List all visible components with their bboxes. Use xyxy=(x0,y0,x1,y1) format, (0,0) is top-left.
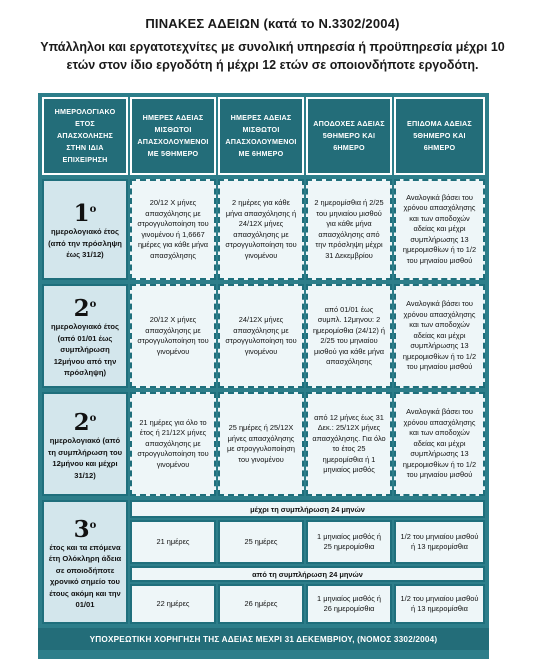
leave-table xyxy=(38,93,489,659)
cell-allowance: 1/2 του μηνιαίου μισθού ή 13 ημερομίσθια xyxy=(394,584,485,624)
year-ordinal: ο xyxy=(89,413,97,424)
header-days-6day: ΗΜΕΡΕΣ ΑΔΕΙΑΣ ΜΙΣΘΩΤΟΙ ΑΠΑΣΧΟΛΟΥΜΕΝΟΙ ΜΕ 6ΗΜΕΡΟ xyxy=(218,97,304,175)
cell-days-6day: 25 ημέρες ή 25/12Χ μήνες απασχόλησης με στρογγυλοποίηση του γινομένου xyxy=(218,392,304,496)
cell-allowance: Αναλογικά βάσει του χρόνου απασχόλησης και των αποδοχών αδείας και μέχρι συμπλήρωσης 13 ημερομισθίων ή το 1/2 του μηνιαίου μισθού xyxy=(394,392,485,496)
header-pay: ΑΠΟΔΟΧΕΣ ΑΔΕΙΑΣ 5ΘΗΜΕΡΟ ΚΑΙ 6ΗΜΕΡΟ xyxy=(306,97,392,175)
cell-days-5day: 22 ημέρες xyxy=(130,584,216,624)
year-2a-label xyxy=(42,284,128,388)
cell-days-5day: 21 ημέρες xyxy=(130,520,216,564)
year-ordinal: ο xyxy=(89,299,97,311)
year-1-label xyxy=(42,179,128,280)
band-from-24-months: από τη συμπλήρωση 24 μηνών xyxy=(130,566,485,582)
year-description: ημερολογιακό (από τη συμπλήρωση του 12μήνου και μέχρι 31/12) xyxy=(47,436,123,480)
cell-days-6day: 2 ημέρες για κάθε μήνα απασχόλησης ή 24/12Χ μήνες απασχόλησης με στρογγυλοποίηση του γινομένου xyxy=(218,179,304,280)
band-until-24-months: μέχρι τη συμπλήρωση 24 μηνών xyxy=(130,500,485,518)
cell-pay: από 12 μήνες έως 31 Δεκ.: 25/12Χ μήνες απασχόλησης. Για όλο το έτος 25 ημερομίσθια ή 1 μηνιαίος μισθός xyxy=(306,392,392,496)
cell-days-6day: 24/12Χ μήνες απασχόλησης με στρογγυλοποίηση του γινομένου xyxy=(218,284,304,388)
year-ordinal: ο xyxy=(89,204,97,216)
cell-allowance: Αναλογικά βάσει του χρόνου απασχόλησης και των αποδοχών αδείας και μέχρι συμπλήρωσης 13 ημερομισθίων ή το 1/2 του μηνιαίου μισθού xyxy=(394,284,485,388)
year-2b-label xyxy=(42,392,128,496)
year-number: 2 xyxy=(73,295,90,323)
year-number: 1 xyxy=(73,200,90,228)
cell-pay: 2 ημερομίσθια ή 2/25 του μηνιαίου μισθού για κάθε μήνα απασχόλησης από την πρόσληψη μέχρι 31 Δεκεμβρίου xyxy=(306,179,392,280)
year-3-label xyxy=(42,500,128,624)
cell-pay: 1 μηνιαίος μισθός ή 25 ημερομίσθια xyxy=(306,520,392,564)
cell-pay: 1 μηνιαίος μισθός ή 26 ημερομίσθια xyxy=(306,584,392,624)
year-description: έτος και τα επόμενα έτη Ολόκληρη άδεια σε οποιοδήποτε χρονικό σημείο του έτους ακόμη και την 01/01 xyxy=(48,542,122,609)
footer-note: ΥΠΟΧΡΕΩΤΙΚΗ ΧΟΡΗΓΗΣΗ ΤΗΣ ΑΔΕΙΑΣ ΜΕΧΡΙ 31 ΔΕΚΕΜΒΡΙΟΥ, (ΝΟΜΟΣ 3302/2004) xyxy=(38,628,489,650)
header-year: ΗΜΕΡΟΛΟΓΙΑΚΟ ΕΤΟΣ ΑΠΑΣΧΟΛΗΣΗΣ ΣΤΗΝ ΙΔΙΑ ΕΠΙΧΕΙΡΗΣΗ xyxy=(42,97,128,175)
year-number: 2 xyxy=(73,409,90,436)
page-subtitle: Υπάλληλοι και εργατοτεχνίτες με συνολική υπηρεσία ή προϋπηρεσία μέχρι 10 ετών στον ίδιο εργοδότη ή μέχρι 12 ετών σε οποιονδήποτε εργοδότη. xyxy=(40,40,505,72)
year-number: 3 xyxy=(73,515,90,543)
cell-days-5day: 20/12 Χ μήνες απασχόλησης με στρογγυλοποίηση του γινομένου xyxy=(130,284,216,388)
cell-days-5day: 21 ημέρες για όλο το έτος ή 21/12Χ μήνες απασχόλησης με στρογγυλοποίηση του γινομένου xyxy=(130,392,216,496)
header-days-5day: ΗΜΕΡΕΣ ΑΔΕΙΑΣ ΜΙΣΘΩΤΟΙ ΑΠΑΣΧΟΛΟΥΜΕΝΟΙ ΜΕ 5ΘΗΜΕΡΟ xyxy=(130,97,216,175)
cell-pay: από 01/01 έως συμπλ. 12μηνου: 2 ημερομίσθια (24/12) ή 2/25 του μηνιαίου μισθού για κάθε μήνα απασχόλησης xyxy=(306,284,392,388)
year-ordinal: ο xyxy=(89,519,97,531)
page-title: ΠΙΝΑΚΕΣ ΑΔΕΙΩΝ (κατά το Ν.3302/2004) xyxy=(145,16,400,31)
cell-allowance: Αναλογικά βάσει του χρόνου απασχόλησης και των αποδοχών αδείας και μέχρι συμπλήρωσης 13 ημερομισθίων ή το 1/2 του μηνιαίου μισθού xyxy=(394,179,485,280)
header-allowance: ΕΠΙΔΟΜΑ ΑΔΕΙΑΣ 5ΘΗΜΕΡΟ ΚΑΙ 6ΗΜΕΡΟ xyxy=(394,97,485,175)
cell-days-5day: 20/12 Χ μήνες απασχόλησης με στρογγυλοποίηση του γινομένου ή 1,6667 ημέρες για κάθε μήνα απασχόλησης xyxy=(130,179,216,280)
year-description: ημερολογιακό έτος (από την πρόσληψη έως 31/12) xyxy=(48,227,122,260)
cell-allowance: 1/2 του μηνιαίου μισθού ή 13 ημερομίσθια xyxy=(394,520,485,564)
cell-days-6day: 25 ημέρες xyxy=(218,520,304,564)
year-description: ημερολογιακό έτος (από 01/01 έως συμπλήρωση 12μήνου από την πρόσληψη) xyxy=(51,322,119,378)
cell-days-6day: 26 ημέρες xyxy=(218,584,304,624)
